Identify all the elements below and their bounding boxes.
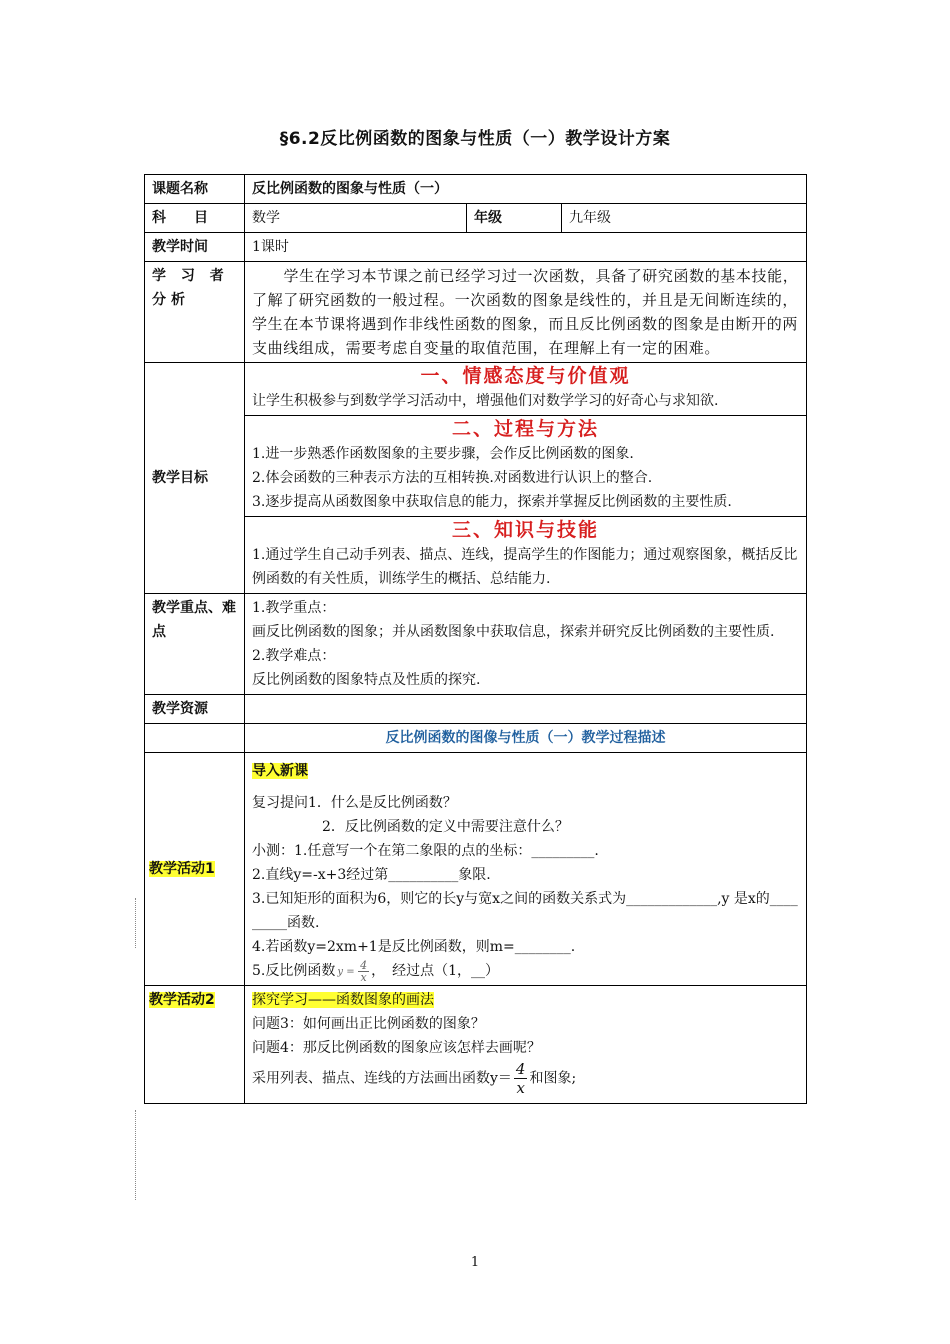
lesson-plan-table — [144, 174, 807, 1104]
objectives-content — [245, 363, 807, 594]
row-objectives — [145, 363, 807, 594]
row-keypoints — [145, 594, 807, 695]
activity-1-content — [245, 753, 807, 986]
objective-heading-1: 一、情感态度与价值观 — [420, 365, 631, 387]
row-activity-1 — [145, 753, 807, 986]
document-title: §6.2反比例函数的图象与性质（一）教学设计方案 — [279, 129, 671, 149]
frac-denominator: x — [516, 1079, 525, 1097]
resources-label: 教学资源 — [145, 695, 245, 724]
row-topic — [145, 175, 807, 204]
topic-label: 课题名称 — [145, 175, 245, 204]
frac-numerator: 4 — [360, 958, 368, 972]
activity-1-line-5 — [252, 959, 799, 983]
activity-1-line: 3.已知矩形的面积为6，则它的长y与宽x之间的函数关系式为_____________,y 是x的_________函数. — [252, 891, 798, 931]
activity-1-heading: 导入新课 — [252, 763, 308, 779]
topic-value: 反比例函数的图象与性质（一） — [245, 175, 807, 204]
row-activity-2 — [145, 986, 807, 1104]
keypoints-content — [245, 594, 807, 695]
activity-1-line: 2.直线y=-x+3经过第__________象限. — [252, 867, 491, 883]
row-learner — [145, 262, 807, 363]
row-subject — [145, 204, 807, 233]
keypoints-label: 教学重点、难点 — [145, 594, 245, 695]
learner-text: 学生在学习本节课之前已经学习过一次函数，具备了研究函数的基本技能，了解了研究函数的一般过程。一次函数的图象是线性的，并且是无间断连续的，学生在本节课将遇到作非线性函数的图象，而且反比例函数的图象是由断开的两支曲线组成，需要考虑自变量的取值范围，在理解上有一定的困难。 — [245, 262, 807, 363]
activity-1-label: 教学活动1 — [149, 861, 215, 877]
keypoint-line: 画反比例函数的图象；并从函数图象中获取信息，探索并研究反比例函数的主要性质. — [252, 624, 775, 640]
objective-line: 3.逐步提高从函数图象中获取信息的能力，探索并掌握反比例函数的主要性质. — [252, 494, 732, 510]
objective-line: 让学生积极参与到数学学习活动中，增强他们对数学学习的好奇心与求知欲. — [252, 393, 719, 409]
fraction-4-over-x — [337, 960, 369, 983]
resources-value — [245, 695, 807, 724]
subject-label: 科 目 — [145, 204, 245, 233]
activity-1-line: 小测：1.任意写一个在第二象限的点的坐标：_________. — [252, 843, 599, 859]
keypoint-line: 1.教学重点： — [252, 600, 336, 616]
page-number: 1 — [470, 1255, 480, 1270]
line5-prefix: 5.反比例函数 — [252, 963, 336, 979]
objective-section-1 — [252, 363, 799, 415]
activity-1-line: 4.若函数y=2xm+1是反比例函数，则m=________. — [252, 939, 576, 955]
row-process-title — [145, 724, 807, 753]
subject-value: 数学 — [245, 204, 467, 233]
activity-2-label: 教学活动2 — [149, 992, 215, 1008]
activity-1-label-cell — [145, 753, 245, 986]
row-time — [145, 233, 807, 262]
objective-line: 1.通过学生自己动手列表、描点、连线，提高学生的作图能力；通过观察图象，概括反比例函数的有关性质，训练学生的概括、总结能力. — [252, 547, 798, 587]
grade-value: 九年级 — [562, 204, 807, 233]
objective-section-2 — [245, 415, 806, 516]
objective-heading-2: 二、过程与方法 — [452, 418, 600, 440]
activity-2-line: 问题4：那反比例函数的图象应该怎样去画呢？ — [252, 1040, 541, 1056]
process-title: 反比例函数的图像与性质（一）教学过程描述 — [245, 724, 807, 753]
fraction-4-over-x — [514, 1060, 528, 1097]
objective-line: 1.进一步熟悉作函数图象的主要步骤，会作反比例函数的图象. — [252, 446, 634, 462]
activity-2-last-suffix: 和图象; — [529, 1070, 577, 1087]
margin-mark — [135, 898, 137, 948]
objectives-label: 教学目标 — [145, 363, 245, 594]
time-value: 1课时 — [245, 233, 807, 262]
activity-2-line: 问题3：如何画出正比例函数的图象？ — [252, 1016, 485, 1032]
time-label: 教学时间 — [145, 233, 245, 262]
activity-1-line: 复习提问1．什么是反比例函数？ — [252, 795, 457, 811]
keypoint-line: 反比例函数的图象特点及性质的探究. — [252, 672, 481, 688]
line5-suffix: ， 经过点（1，__） — [371, 963, 499, 979]
row-resources — [145, 695, 807, 724]
margin-mark — [135, 1110, 137, 1200]
process-title-empty — [145, 724, 245, 753]
frac-y: y = — [337, 966, 355, 977]
keypoint-line: 2.教学难点： — [252, 648, 336, 664]
frac-numerator: 4 — [515, 1060, 526, 1078]
objective-heading-3: 三、知识与技能 — [452, 519, 600, 541]
activity-1-line: 2．反比例函数的定义中需要注意什么？ — [322, 819, 569, 835]
activity-2-content — [245, 986, 807, 1104]
objective-section-3 — [245, 516, 806, 593]
grade-label: 年级 — [467, 204, 562, 233]
activity-2-last-prefix: 采用列表、描点、连线的方法画出函数y＝ — [252, 1070, 512, 1087]
frac-denominator: x — [360, 970, 367, 984]
activity-2-label-cell — [145, 986, 245, 1104]
learner-label: 学 习 者 分析 — [145, 262, 245, 363]
activity-2-line-last — [252, 1060, 799, 1101]
objective-line: 2.体会函数的三种表示方法的互相转换.对函数进行认识上的整合. — [252, 470, 653, 486]
activity-2-heading: 探究学习——函数图象的画法 — [252, 992, 434, 1008]
